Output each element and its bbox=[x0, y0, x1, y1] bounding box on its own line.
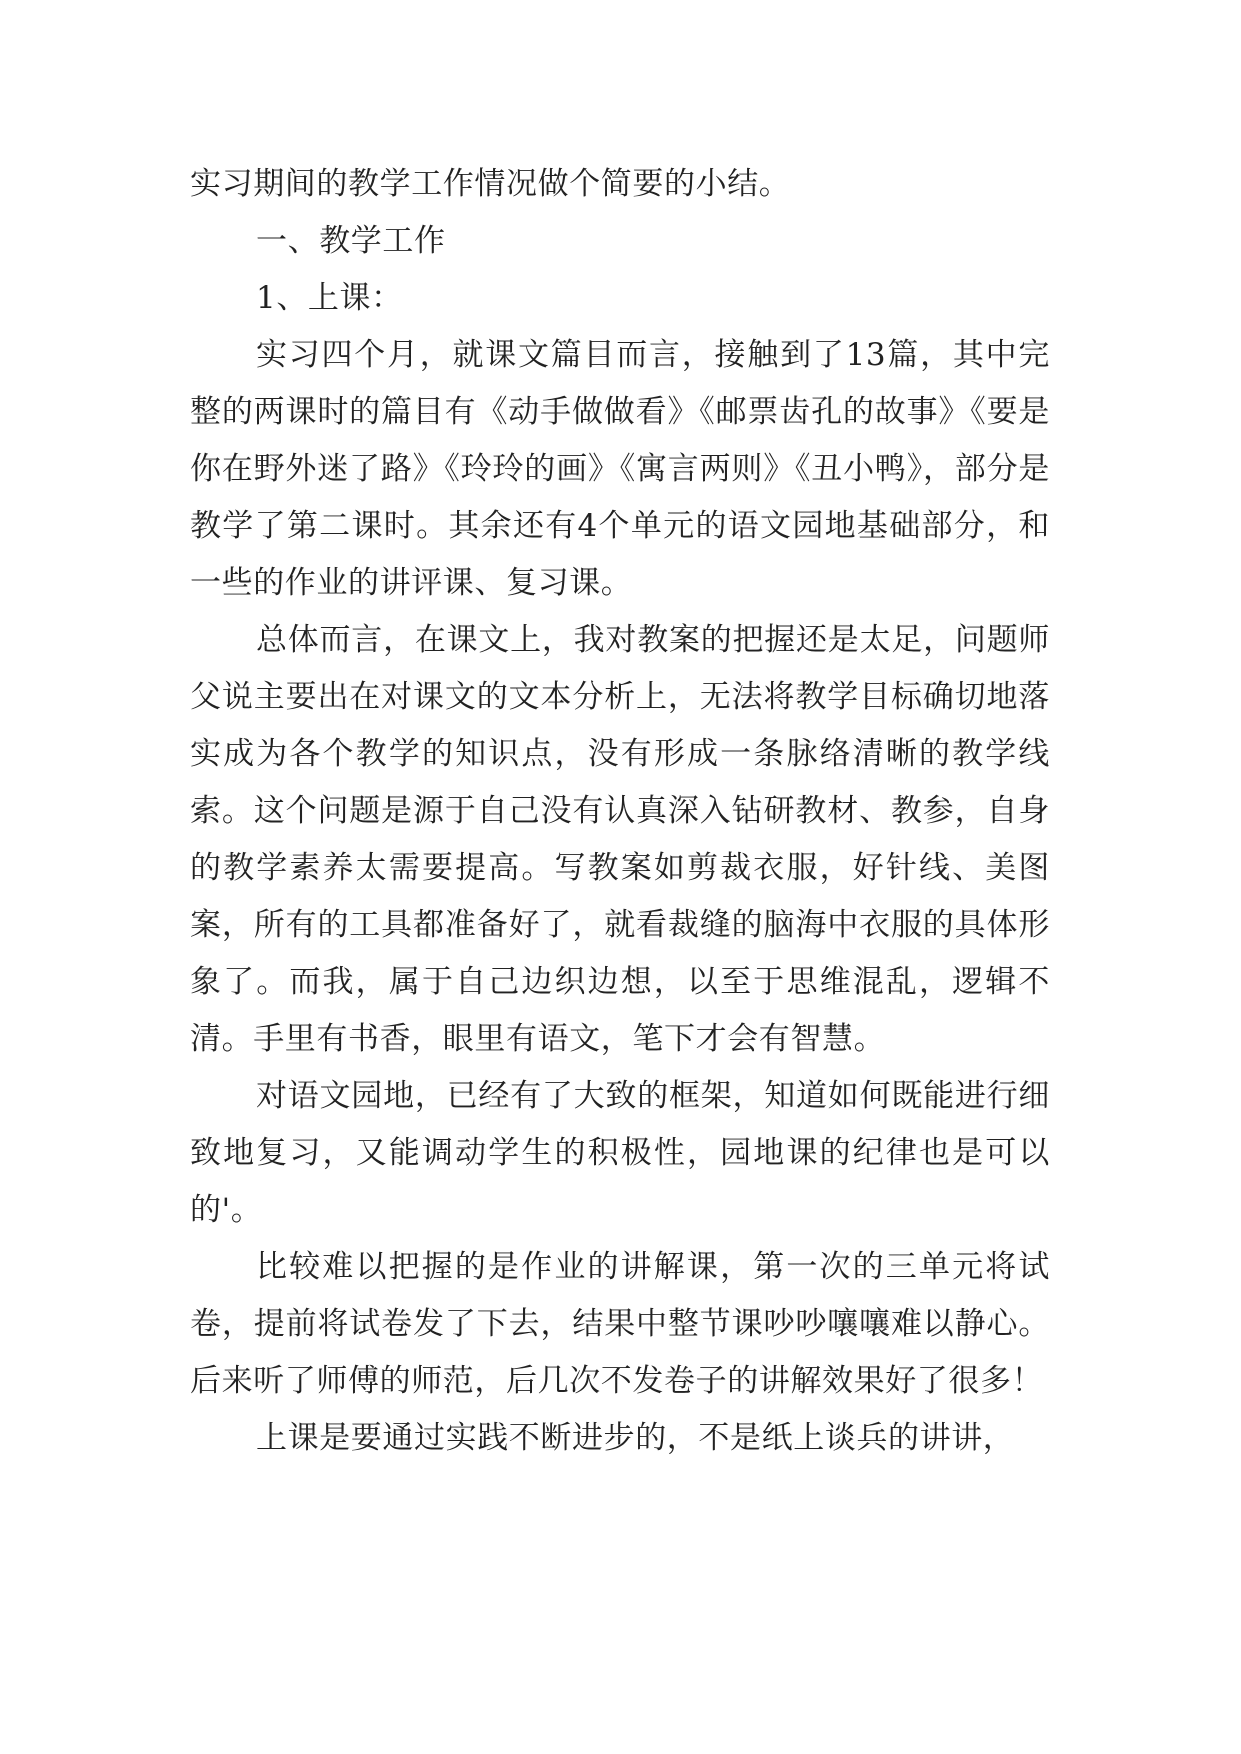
paragraph-language-garden: 对语文园地，已经有了大致的框架，知道如何既能进行细致地复习，又能调动学生的积极性，园地课的纪律也是可以的'。 bbox=[190, 1078, 1050, 1228]
section-heading-teaching-work: 一、教学工作 bbox=[256, 223, 446, 259]
document-body bbox=[190, 156, 1050, 1467]
paragraph-homework-review: 比较难以把握的是作业的讲解课，第一次的三单元将试卷，提前将试卷发了下去，结果中整节课吵吵嚷嚷难以静心。后来听了师傅的师范，后几次不发卷子的讲解效果好了很多！ bbox=[190, 1249, 1050, 1399]
paragraph-intro: 实习期间的教学工作情况做个简要的小结。 bbox=[190, 166, 791, 202]
paragraph-practice: 上课是要通过实践不断进步的，不是纸上谈兵的讲讲， bbox=[256, 1420, 1015, 1456]
paragraph-overall-reflection: 总体而言，在课文上，我对教案的把握还是太足，问题师父说主要出在对课文的文本分析上，无法将教学目标确切地落实成为各个教学的知识点，没有形成一条脉络清晰的教学线索。这个问题是源于自己没有认真深入钻研教材、教参，自身的教学素养太需要提高。写教案如剪裁衣服，好针线、美图案，所有的工具都准备好了，就看裁缝的脑海中衣服的具体形象了。而我，属于自己边织边想，以至于思维混乱，逻辑不清。手里有书香，眼里有语文，笔下才会有智慧。 bbox=[190, 622, 1050, 1057]
paragraph-lessons-overview: 实习四个月，就课文篇目而言，接触到了13篇，其中完整的两课时的篇目有《动手做做看》《邮票齿孔的故事》《要是你在野外迷了路》《玲玲的画》《寓言两则》《丑小鸭》，部分是教学了第二课时。其余还有4个单元的语文园地基础部分，和一些的作业的讲评课、复习课。 bbox=[190, 337, 1050, 601]
subheading-classes: 1、上课： bbox=[256, 280, 403, 316]
